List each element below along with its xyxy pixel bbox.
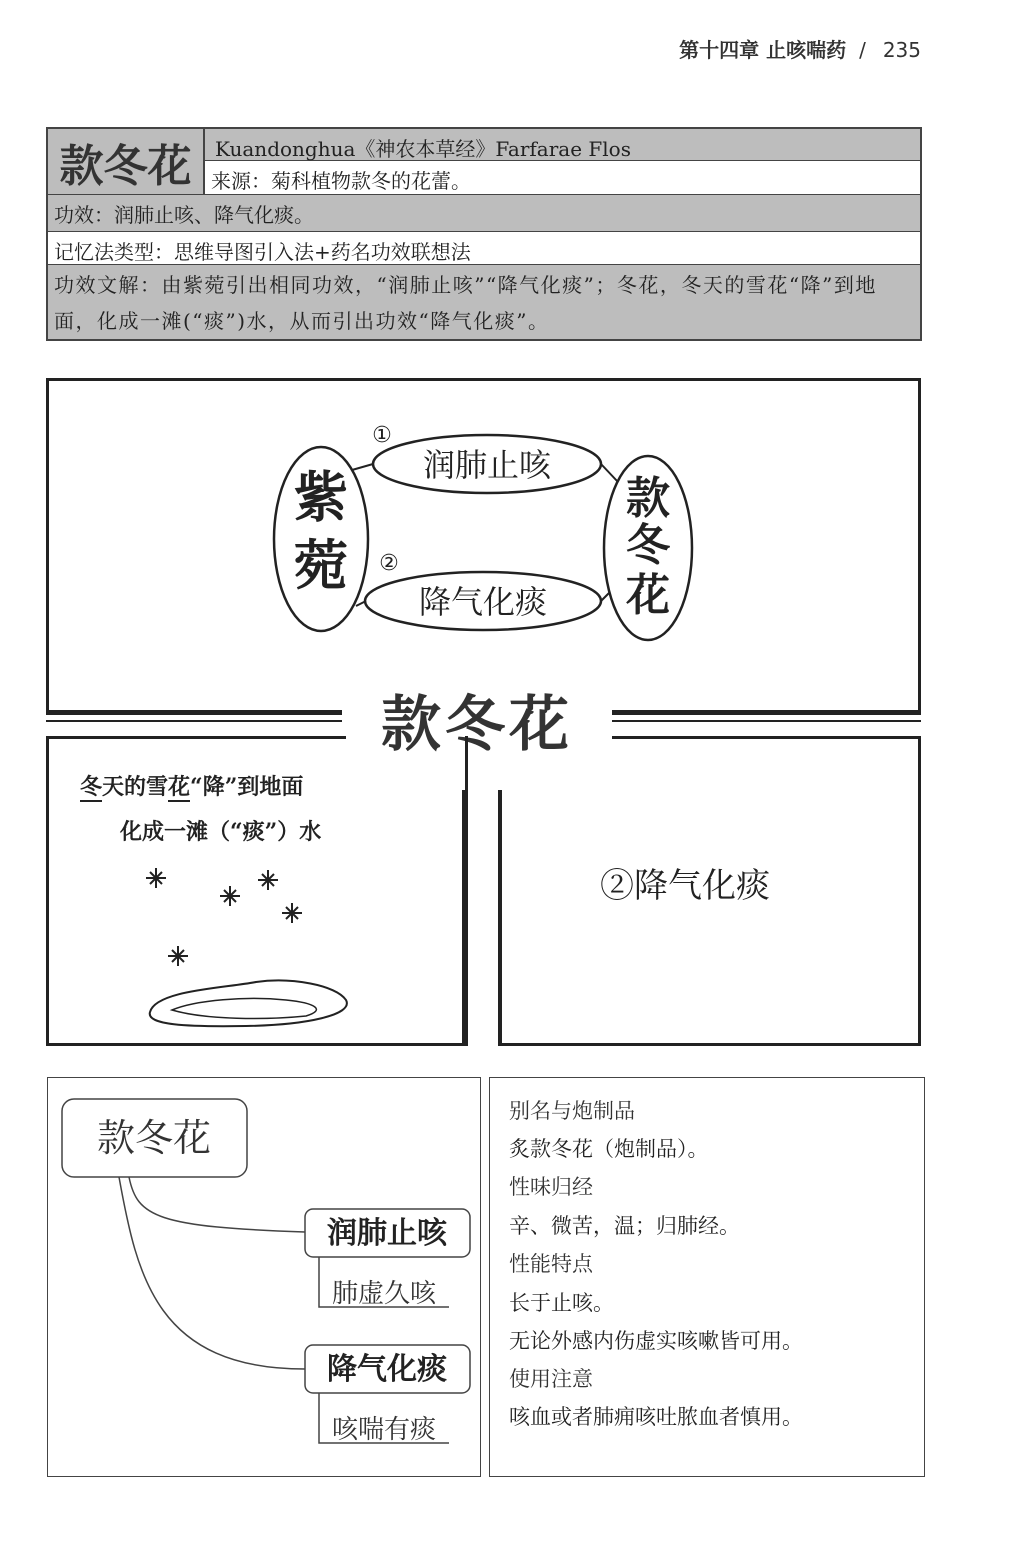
branch-1-sub: 肺虚久咳 [332,1279,437,1309]
snow-caption-line-2: 化成一滩（“痰”）水 [120,819,322,845]
caption-part-2: 天的雪 [102,774,169,800]
effect-tree-diagram [47,1077,481,1477]
section-label: 止咳喘药 [766,38,847,62]
connector-left-top [352,464,373,470]
puddle-outer [150,981,347,1027]
effect-row: 功效：润肺止咳、降气化痰。 [48,194,920,231]
top-label-text: 润肺止咳 [422,446,552,484]
tree-branch-2-line [119,1177,305,1369]
mind-map-diagram [46,378,921,715]
banner-rule-left-2 [46,720,346,722]
right-node-char-3: 花 [626,570,670,621]
underlined-dong: 冬 [80,774,103,800]
snowflake-icon [146,868,302,966]
origin-row: 来源：菊科植物款冬的花蕾。 [205,161,920,194]
info-text-alias: 炙款冬花（炮制品）。 [509,1137,709,1161]
info-text-nature: 辛、微苦，温；归肺经。 [509,1214,740,1238]
marker-1: ① [372,423,392,448]
puddle-inner [172,998,316,1018]
branch-1-label: 润肺止咳 [327,1216,447,1251]
info-heading-features: 性能特点 [509,1252,593,1276]
effect-label-2: ②降气化痰 [600,866,770,906]
underlined-hua: 花 [168,774,191,800]
left-node-char-2: 菀 [294,534,348,597]
herb-title: 款冬花 [48,129,205,194]
right-node-char-1: 款 [626,473,670,524]
tree-root-label: 款冬花 [96,1116,212,1160]
connector-right-bottom [601,593,609,601]
pinyin-source-row: Kuandonghua《神农本草经》Farfarae Flos [205,129,920,161]
running-head [679,34,921,63]
info-text-features-2: 无论外感内伤虚实咳嗽皆可用。 [509,1329,803,1353]
connector-right-top [601,464,618,482]
info-heading-caution: 使用注意 [509,1367,593,1391]
snow-puddle-drawing [46,850,468,1040]
right-node-char-2: 冬 [626,520,670,571]
bottom-label-text: 降气化痰 [418,583,548,621]
info-heading-nature: 性味归经 [509,1175,593,1199]
info-heading-alias: 别名与炮制品 [509,1099,635,1123]
memory-method-row: 记忆法类型：思维导图引入法+药名功效联想法 [48,231,920,264]
banner-rule-left-1 [46,710,346,714]
chapter-label: 第十四章 [679,38,760,62]
marker-2: ② [379,551,399,576]
banner-rule-right-1 [612,710,921,714]
page-number: 235 [882,38,921,62]
left-node-char-1: 紫 [294,466,348,529]
effect-explanation-row: 功效文解：由紫菀引出相同功效，“润肺止咳”“降气化痰”；冬花，冬天的雪花“降”到地面，化成一滩(“痰”)水，从而引出功效“降气化痰”。 [48,264,920,339]
banner-title: 款冬花 [342,690,612,760]
separator-slash: / [859,38,866,62]
caption-part-4: “降”到地面 [190,774,304,800]
snow-caption-line-1 [80,770,303,801]
tree-branch-1-line [129,1177,305,1232]
branch-2-label: 降气化痰 [327,1352,447,1387]
info-text-caution: 咳血或者肺痈咳吐脓血者慎用。 [509,1405,803,1429]
branch-2-sub: 咳喘有痰 [332,1415,437,1445]
banner-rule-right-2 [612,720,921,722]
left-panel-divider [462,790,466,1046]
info-text-features-1: 长于止咳。 [509,1291,614,1315]
